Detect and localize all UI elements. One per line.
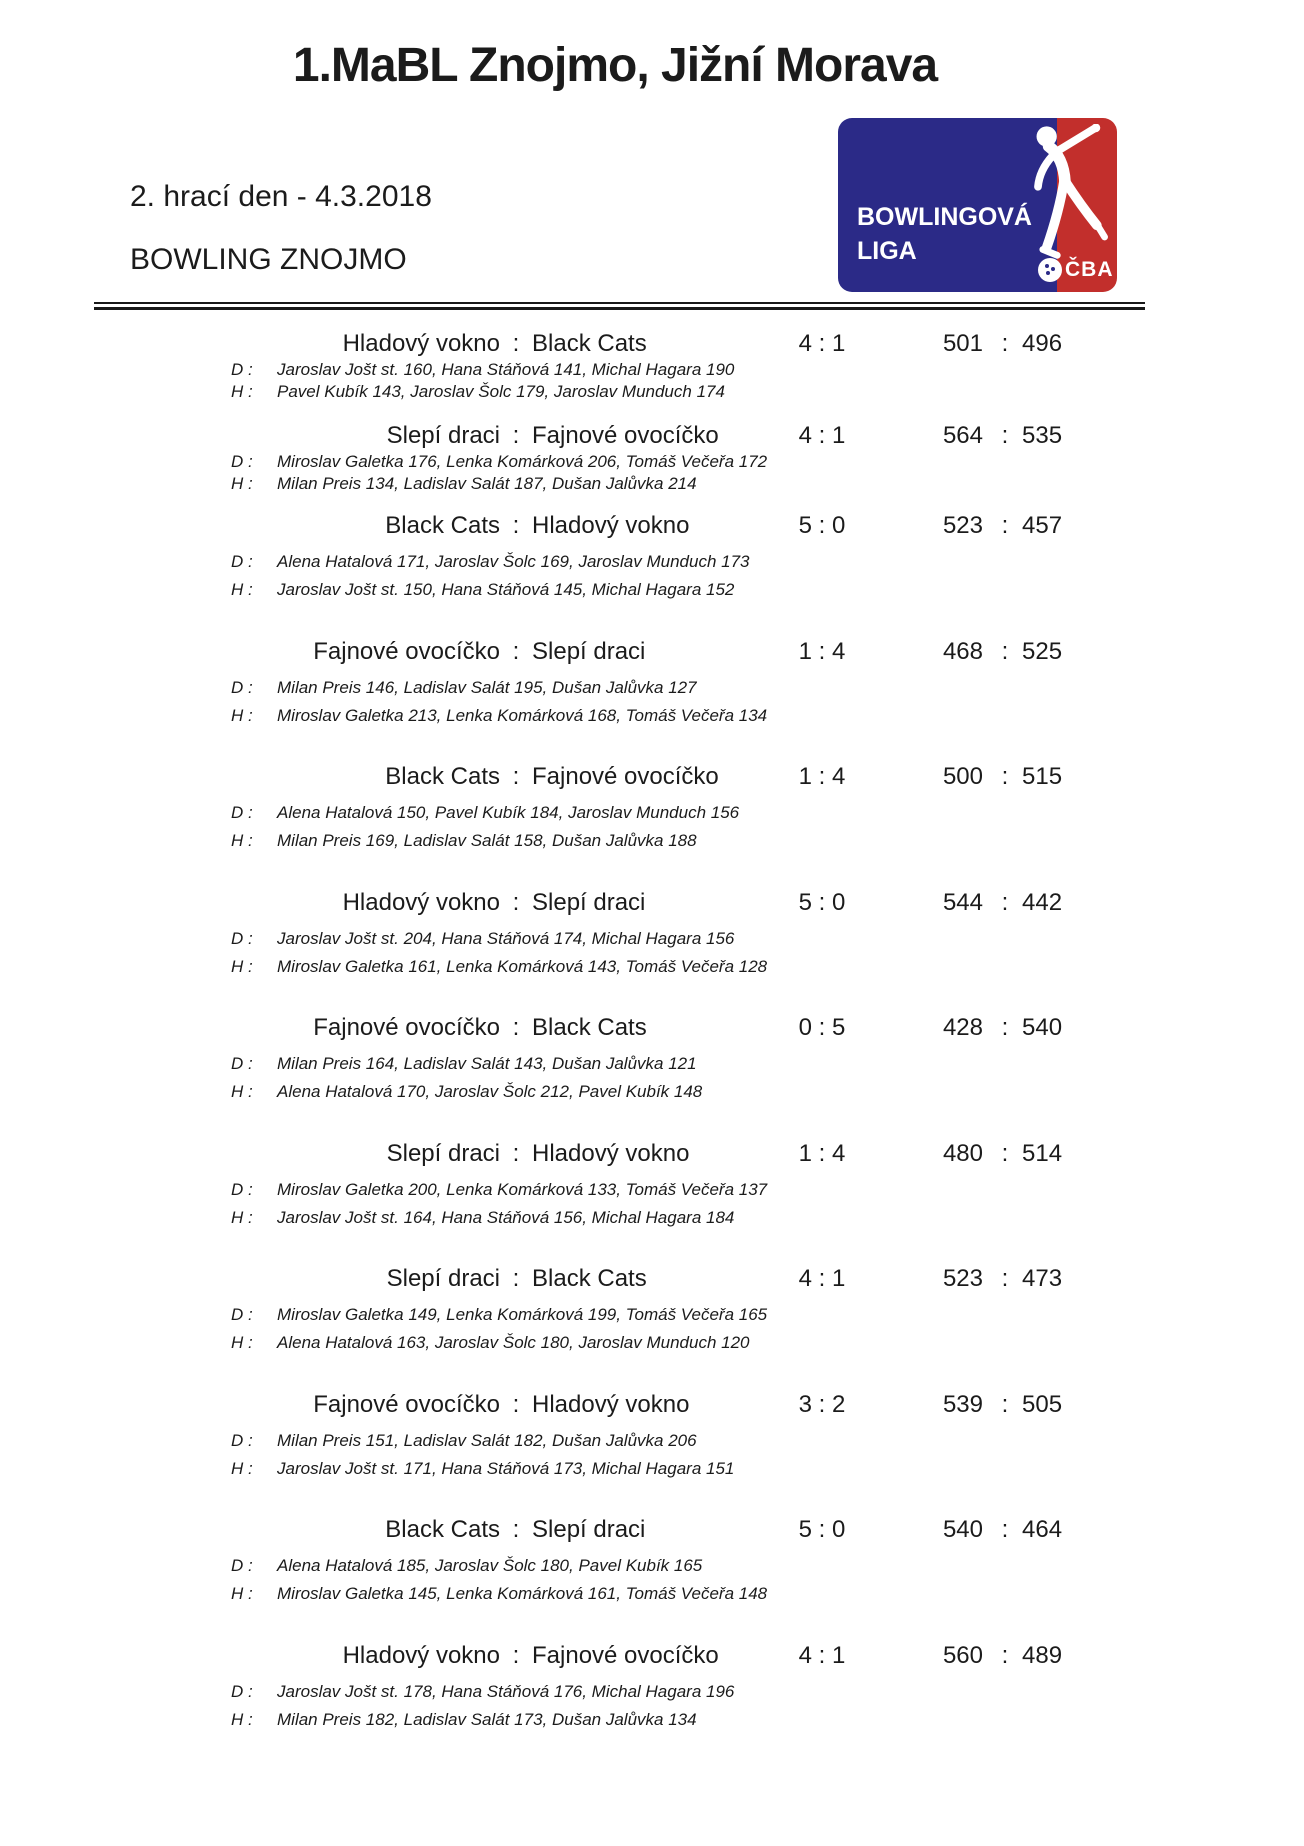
match-points: 5 : 0: [798, 1516, 846, 1543]
home-players: Miroslav Galetka 149, Lenka Komárková 199, Tomáš Večeřa 165: [277, 1305, 768, 1324]
match-points: 4 : 1: [798, 422, 846, 449]
home-players: Miroslav Galetka 200, Lenka Komárková 133, Tomáš Večeřa 137: [277, 1180, 768, 1199]
home-row-label: D :: [231, 1180, 253, 1199]
match-points: 3 : 2: [798, 1391, 846, 1418]
away-players-row: [0, 1082, 1304, 1104]
home-players-row: [0, 1431, 1304, 1453]
title-colon: :: [512, 512, 520, 539]
title-colon: :: [512, 1265, 520, 1292]
home-players-row: [0, 1054, 1304, 1076]
match-result: [0, 1265, 1304, 1352]
away-players-row: [0, 1208, 1304, 1230]
title-colon: :: [512, 330, 520, 357]
home-team-name: Black Cats: [385, 512, 500, 539]
pins-home: 560: [942, 1642, 983, 1669]
match-points: 5 : 0: [798, 512, 846, 539]
pins-home: 539: [942, 1391, 983, 1418]
home-row-label: D :: [231, 1556, 253, 1575]
away-team-name: Hladový vokno: [532, 512, 690, 539]
pins-away: 473: [1022, 1265, 1063, 1292]
pins-colon: :: [1001, 638, 1009, 665]
away-players: Milan Preis 134, Ladislav Salát 187, Dušan Jalůvka 214: [277, 474, 697, 493]
away-players: Miroslav Galetka 145, Lenka Komárková 161, Tomáš Večeřa 148: [277, 1584, 768, 1603]
pins-away: 515: [1022, 763, 1063, 790]
pins-away: 464: [1022, 1516, 1063, 1543]
pins-home: 540: [942, 1516, 983, 1543]
match-points: 0 : 5: [798, 1014, 846, 1041]
away-row-label: H :: [231, 1333, 253, 1352]
match-result: [0, 1642, 1304, 1729]
away-team-name: Hladový vokno: [532, 1140, 690, 1167]
away-row-label: H :: [231, 831, 253, 850]
match-result: [0, 638, 1304, 725]
home-team-name: Hladový vokno: [342, 330, 500, 357]
match-header-row: [0, 1642, 1304, 1668]
title-colon: :: [512, 763, 520, 790]
home-players: Alena Hatalová 150, Pavel Kubík 184, Jaroslav Munduch 156: [277, 803, 740, 822]
away-players-row: [0, 1333, 1304, 1355]
home-row-label: D :: [231, 678, 253, 697]
away-team-name: Fajnové ovocíčko: [532, 763, 719, 790]
away-players: Milan Preis 182, Ladislav Salát 173, Dušan Jalůvka 134: [277, 1710, 697, 1729]
logo-text-cba: ČBA: [1065, 258, 1114, 281]
home-row-label: D :: [231, 360, 253, 379]
title-colon: :: [512, 889, 520, 916]
title-colon: :: [512, 1391, 520, 1418]
match-points: 4 : 1: [798, 1265, 846, 1292]
match-points: 1 : 4: [798, 638, 846, 665]
match-header-row: [0, 1014, 1304, 1040]
match-points: 1 : 4: [798, 763, 846, 790]
match-points: 4 : 1: [798, 330, 846, 357]
title-colon: :: [512, 1140, 520, 1167]
home-row-label: D :: [231, 803, 253, 822]
home-players: Alena Hatalová 185, Jaroslav Šolc 180, Pavel Kubík 165: [277, 1556, 703, 1575]
match-result: [0, 1391, 1304, 1478]
match-header-row: [0, 889, 1304, 915]
match-header-row: [0, 638, 1304, 664]
pins-colon: :: [1001, 1391, 1009, 1418]
match-header-row: [0, 512, 1304, 538]
home-team-name: Fajnové ovocíčko: [313, 1391, 500, 1418]
home-players: Milan Preis 164, Ladislav Salát 143, Dušan Jalůvka 121: [277, 1054, 697, 1073]
title-colon: :: [512, 638, 520, 665]
pins-colon: :: [1001, 422, 1009, 449]
home-players-row: [0, 1682, 1304, 1704]
pins-home: 501: [942, 330, 983, 357]
home-players: Jaroslav Jošt st. 160, Hana Stáňová 141, Michal Hagara 190: [277, 360, 735, 379]
away-row-label: H :: [231, 474, 253, 493]
away-players: Jaroslav Jošt st. 164, Hana Stáňová 156, Michal Hagara 184: [277, 1208, 735, 1227]
away-team-name: Hladový vokno: [532, 1391, 690, 1418]
logo-text-bowlingova: BOWLINGOVÁ: [857, 203, 1032, 231]
away-players: Jaroslav Jošt st. 150, Hana Stáňová 145, Michal Hagara 152: [277, 580, 735, 599]
pins-away: 514: [1022, 1140, 1063, 1167]
away-players: Jaroslav Jošt st. 171, Hana Stáňová 173, Michal Hagara 151: [277, 1459, 735, 1478]
title-colon: :: [512, 422, 520, 449]
pins-away: 540: [1022, 1014, 1063, 1041]
match-result: [0, 422, 1304, 493]
away-team-name: Black Cats: [532, 1265, 647, 1292]
pins-colon: :: [1001, 512, 1009, 539]
away-players: Alena Hatalová 170, Jaroslav Šolc 212, Pavel Kubík 148: [277, 1082, 703, 1101]
away-row-label: H :: [231, 1208, 253, 1227]
home-row-label: D :: [231, 929, 253, 948]
away-players: Miroslav Galetka 161, Lenka Komárková 143, Tomáš Večeřa 128: [277, 957, 768, 976]
match-result: [0, 889, 1304, 976]
pins-home: 523: [942, 1265, 983, 1292]
home-players-row: [0, 678, 1304, 700]
away-team-name: Black Cats: [532, 1014, 647, 1041]
pins-home: 564: [942, 422, 983, 449]
away-players: Miroslav Galetka 213, Lenka Komárková 168, Tomáš Večeřa 134: [277, 706, 768, 725]
pins-away: 489: [1022, 1642, 1063, 1669]
bowling-league-logo: [838, 118, 1117, 292]
home-team-name: Hladový vokno: [342, 889, 500, 916]
home-row-label: D :: [231, 1305, 253, 1324]
match-header-row: [0, 1140, 1304, 1166]
home-row-label: D :: [231, 1431, 253, 1450]
match-result: [0, 512, 1304, 599]
home-players: Jaroslav Jošt st. 178, Hana Stáňová 176, Michal Hagara 196: [277, 1682, 735, 1701]
title-colon: :: [512, 1014, 520, 1041]
match-header-row: [0, 1516, 1304, 1542]
away-row-label: H :: [231, 1584, 253, 1603]
away-players-row: [0, 1584, 1304, 1606]
home-players: Milan Preis 146, Ladislav Salát 195, Dušan Jalůvka 127: [277, 678, 697, 697]
home-team-name: Fajnové ovocíčko: [313, 638, 500, 665]
away-team-name: Slepí draci: [532, 889, 646, 916]
home-team-name: Black Cats: [385, 1516, 500, 1543]
pins-away: 442: [1022, 889, 1063, 916]
bowling-ball-icon: [1037, 257, 1063, 283]
home-players: Alena Hatalová 171, Jaroslav Šolc 169, Jaroslav Munduch 173: [277, 552, 750, 571]
pins-colon: :: [1001, 763, 1009, 790]
pins-colon: :: [1001, 1140, 1009, 1167]
home-players-row: [0, 929, 1304, 951]
home-players-row: [0, 1305, 1304, 1327]
match-result: [0, 330, 1304, 401]
pins-away: 525: [1022, 638, 1063, 665]
page-title: 1.MaBL Znojmo, Jižní Morava: [292, 39, 938, 92]
away-players-row: [0, 1459, 1304, 1481]
pins-home: 428: [942, 1014, 983, 1041]
away-players: Alena Hatalová 163, Jaroslav Šolc 180, Jaroslav Munduch 120: [277, 1333, 750, 1352]
away-players: Milan Preis 169, Ladislav Salát 158, Dušan Jalůvka 188: [277, 831, 697, 850]
pins-away: 535: [1022, 422, 1063, 449]
match-result: [0, 763, 1304, 850]
pins-home: 480: [942, 1140, 983, 1167]
home-row-label: D :: [231, 1682, 253, 1701]
header-divider: [94, 302, 1145, 310]
match-points: 1 : 4: [798, 1140, 846, 1167]
pins-colon: :: [1001, 1516, 1009, 1543]
home-players: Milan Preis 151, Ladislav Salát 182, Dušan Jalůvka 206: [277, 1431, 697, 1450]
logo-text-liga: LIGA: [857, 237, 917, 265]
match-result: [0, 1516, 1304, 1603]
away-row-label: H :: [231, 706, 253, 725]
away-row-label: H :: [231, 1459, 253, 1478]
pins-home: 468: [942, 638, 983, 665]
pins-away: 505: [1022, 1391, 1063, 1418]
pins-colon: :: [1001, 1014, 1009, 1041]
bowler-silhouette-icon: [1018, 124, 1113, 264]
match-header-row: [0, 330, 1304, 356]
match-header-row: [0, 763, 1304, 789]
home-row-label: D :: [231, 452, 253, 471]
pins-away: 496: [1022, 330, 1063, 357]
home-players: Jaroslav Jošt st. 204, Hana Stáňová 174, Michal Hagara 156: [277, 929, 735, 948]
match-header-row: [0, 1265, 1304, 1291]
away-players-row: [0, 706, 1304, 728]
home-row-label: D :: [231, 1054, 253, 1073]
match-points: 4 : 1: [798, 1642, 846, 1669]
home-players-row: [0, 1180, 1304, 1202]
home-team-name: Slepí draci: [386, 1140, 500, 1167]
away-players-row: [0, 1710, 1304, 1732]
away-players: Pavel Kubík 143, Jaroslav Šolc 179, Jaroslav Munduch 174: [277, 382, 725, 401]
home-players-row: [0, 360, 1304, 382]
home-players-row: [0, 552, 1304, 574]
away-players-row: [0, 382, 1304, 404]
title-colon: :: [512, 1516, 520, 1543]
pins-colon: :: [1001, 889, 1009, 916]
match-header-row: [0, 422, 1304, 448]
away-team-name: Fajnové ovocíčko: [532, 422, 719, 449]
away-row-label: H :: [231, 382, 253, 401]
title-colon: :: [512, 1642, 520, 1669]
match-result: [0, 1014, 1304, 1101]
match-points: 5 : 0: [798, 889, 846, 916]
pins-away: 457: [1022, 512, 1063, 539]
pins-home: 523: [942, 512, 983, 539]
match-header-row: [0, 1391, 1304, 1417]
away-team-name: Slepí draci: [532, 1516, 646, 1543]
home-team-name: Slepí draci: [386, 1265, 500, 1292]
home-players-row: [0, 452, 1304, 474]
away-row-label: H :: [231, 957, 253, 976]
away-team-name: Black Cats: [532, 330, 647, 357]
pins-home: 500: [942, 763, 983, 790]
home-players: Miroslav Galetka 176, Lenka Komárková 206, Tomáš Večeřa 172: [277, 452, 768, 471]
pins-colon: :: [1001, 1265, 1009, 1292]
pins-home: 544: [942, 889, 983, 916]
home-team-name: Slepí draci: [386, 422, 500, 449]
away-players-row: [0, 831, 1304, 853]
away-team-name: Fajnové ovocíčko: [532, 1642, 719, 1669]
away-row-label: H :: [231, 1082, 253, 1101]
home-team-name: Black Cats: [385, 763, 500, 790]
away-players-row: [0, 957, 1304, 979]
away-row-label: H :: [231, 580, 253, 599]
home-players-row: [0, 1556, 1304, 1578]
home-players-row: [0, 803, 1304, 825]
home-row-label: D :: [231, 552, 253, 571]
away-row-label: H :: [231, 1710, 253, 1729]
home-team-name: Hladový vokno: [342, 1642, 500, 1669]
away-players-row: [0, 580, 1304, 602]
away-players-row: [0, 474, 1304, 496]
away-team-name: Slepí draci: [532, 638, 646, 665]
match-result: [0, 1140, 1304, 1227]
home-team-name: Fajnové ovocíčko: [313, 1014, 500, 1041]
venue-name: BOWLING ZNOJMO: [130, 243, 407, 276]
matchday-date: 2. hrací den - 4.3.2018: [130, 180, 432, 213]
pins-colon: :: [1001, 1642, 1009, 1669]
pins-colon: :: [1001, 330, 1009, 357]
